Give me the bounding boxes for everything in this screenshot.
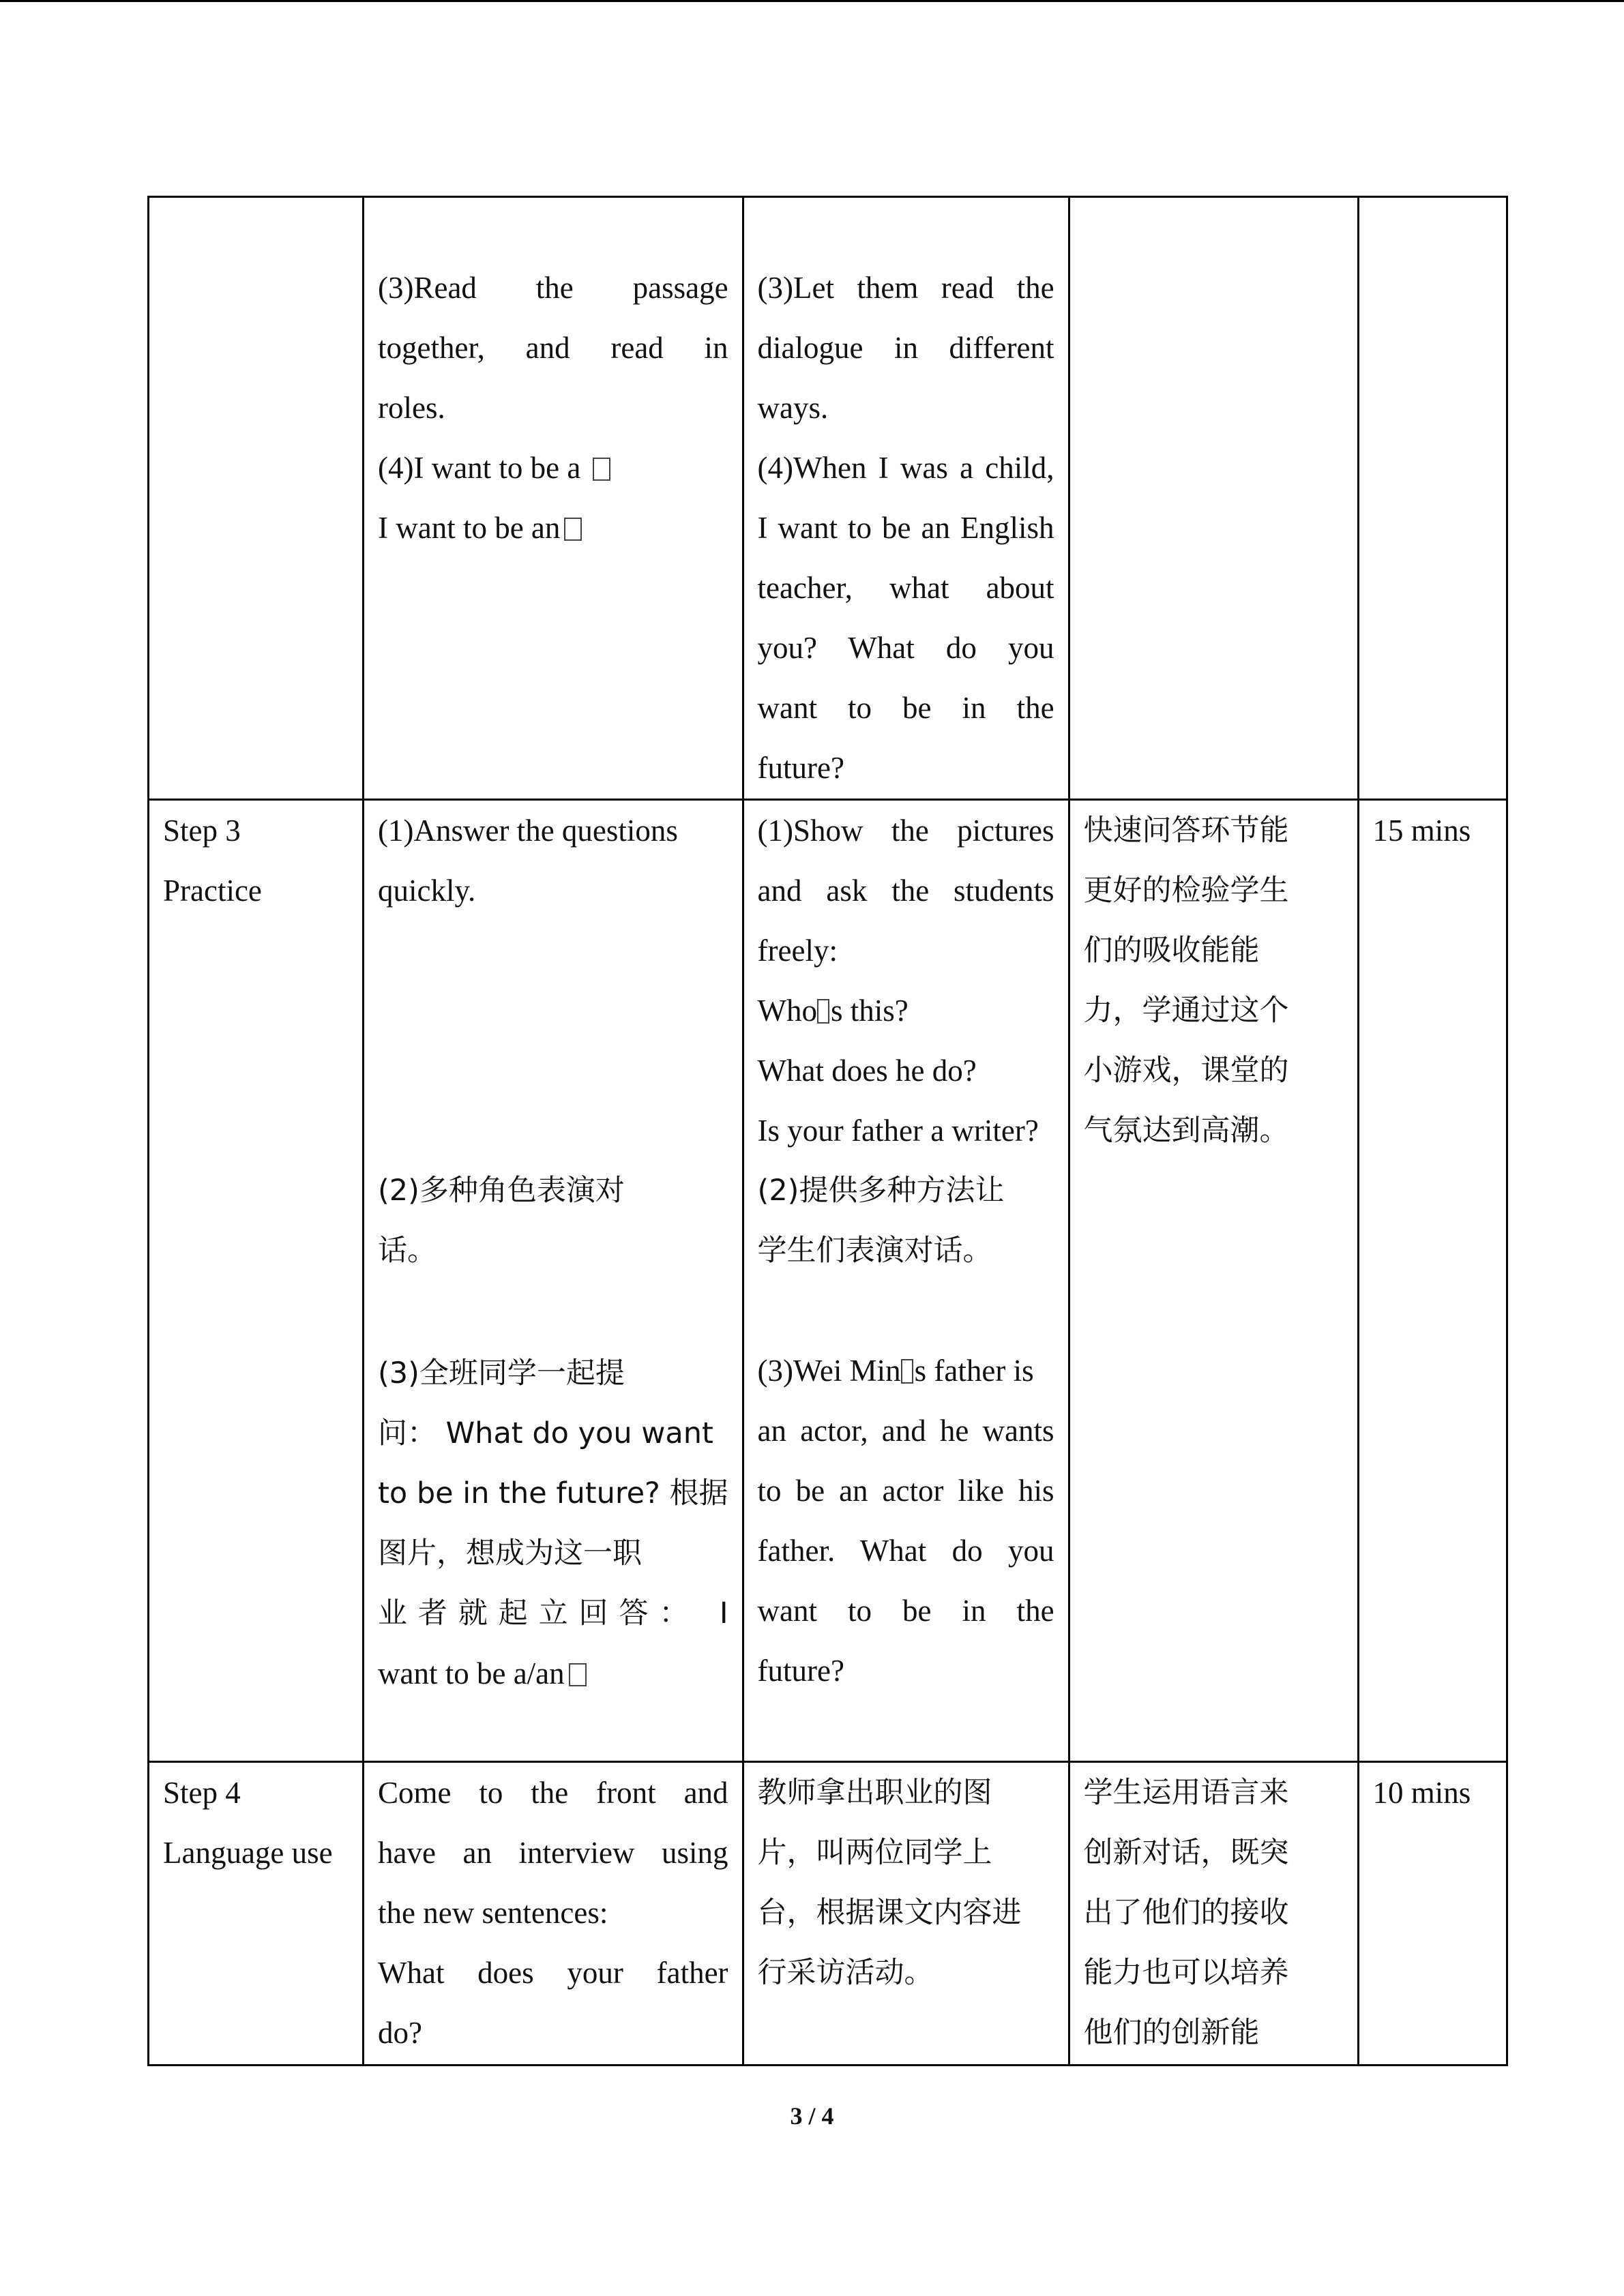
purpose-cell: [1069, 197, 1358, 800]
purpose-line: 快速问答环节能: [1083, 814, 1289, 848]
teacher-line: want to be in the: [757, 691, 1054, 725]
student-line: (3)Read the passage: [378, 271, 728, 305]
teacher-line: 台，根据课文内容进: [757, 1896, 1022, 1930]
teacher-line: (3)Wei Min: [757, 1354, 901, 1388]
purpose-line: 们的吸收能能: [1083, 934, 1260, 968]
teacher-line: (3)Let them read the: [757, 271, 1054, 305]
step-cell: [149, 197, 364, 800]
teacher-line: freely:: [757, 934, 838, 968]
student-activity-cell: [364, 197, 743, 800]
time-value: 10 mins: [1372, 1776, 1471, 1810]
student-line: (4)I want to be a: [378, 451, 589, 485]
student-line: What does your father: [378, 1956, 728, 1990]
teacher-line: teacher, what about: [757, 571, 1054, 605]
student-line: 图片，想成为这一职: [378, 1536, 642, 1570]
table-row: [149, 197, 1507, 800]
missing-glyph-box-icon: [901, 1359, 913, 1384]
purpose-line: 力，学通过这个: [1083, 994, 1289, 1028]
teacher-line: dialogue in different: [757, 331, 1054, 365]
student-line: (2)多种角色表演对: [378, 1174, 625, 1208]
purpose-line: 学生运用语言来: [1083, 1776, 1289, 1810]
time-value: 15 mins: [1372, 814, 1471, 848]
teacher-line: future?: [757, 751, 844, 785]
time-cell: [1358, 1762, 1507, 2066]
lesson-plan-table: [147, 196, 1508, 2066]
step-cell: [149, 800, 364, 1762]
student-line: (1)Answer the questions: [378, 814, 678, 848]
purpose-line: 小游戏，课堂的: [1083, 1054, 1289, 1088]
teacher-line: father. What do you: [757, 1534, 1054, 1568]
top-border-line: [0, 0, 1624, 2]
missing-glyph-box-icon: [564, 518, 582, 541]
student-line: 话。: [378, 1234, 437, 1268]
teacher-line: 教师拿出职业的图: [757, 1776, 992, 1810]
student-line: Come to the front and: [378, 1776, 728, 1810]
teacher-line: ways.: [757, 391, 829, 425]
missing-glyph-box-icon: [569, 1663, 587, 1686]
teacher-line: (1)Show the pictures: [757, 814, 1054, 848]
teacher-line: you? What do you: [757, 631, 1054, 665]
student-line: 业者就起立回答： I: [378, 1596, 728, 1630]
student-line: to be in the future? 根据: [378, 1476, 728, 1510]
student-line: quickly.: [378, 874, 476, 908]
step-label: Step 4: [163, 1776, 241, 1810]
student-line: I want to be an: [378, 511, 561, 545]
missing-glyph-box-icon: [817, 999, 829, 1024]
missing-glyph-box-icon: [593, 458, 610, 481]
student-line: the new sentences:: [378, 1896, 608, 1930]
table-row: [149, 800, 1507, 1762]
time-cell: [1358, 800, 1507, 1762]
step-name: Language use: [163, 1836, 333, 1870]
purpose-line: 气氛达到高潮。: [1083, 1114, 1289, 1148]
time-cell: [1358, 197, 1507, 800]
teacher-activity-cell: [743, 1762, 1069, 2066]
teacher-line: s father is: [914, 1354, 1034, 1388]
student-line: 问： What do you want: [378, 1416, 713, 1450]
purpose-line: 更好的检验学生: [1083, 874, 1289, 908]
teacher-line: and ask the students: [757, 874, 1054, 908]
teacher-line: s this?: [831, 994, 909, 1028]
student-line: have an interview using: [378, 1836, 728, 1870]
teacher-activity-cell: [743, 800, 1069, 1762]
purpose-line: 他们的创新能: [1083, 2016, 1260, 2050]
table-row: [149, 1762, 1507, 2066]
student-activity-cell: [364, 1762, 743, 2066]
step-label: Step 3: [163, 814, 241, 848]
teacher-line: future?: [757, 1654, 844, 1688]
step-cell: [149, 1762, 364, 2066]
teacher-line: to be an actor like his: [757, 1474, 1054, 1508]
teacher-line: want to be in the: [757, 1594, 1054, 1628]
purpose-line: 能力也可以培养: [1083, 1956, 1289, 1990]
teacher-line: 学生们表演对话。: [757, 1234, 992, 1268]
student-line: do?: [378, 2016, 422, 2050]
student-line: together, and read in: [378, 331, 728, 365]
student-line: roles.: [378, 391, 445, 425]
purpose-line: 出了他们的接收: [1083, 1896, 1289, 1930]
teacher-line: (4)When I was a child,: [757, 451, 1054, 485]
purpose-cell: [1069, 1762, 1358, 2066]
student-activity-cell: [364, 800, 743, 1762]
purpose-cell: [1069, 800, 1358, 1762]
step-name: Practice: [163, 874, 262, 908]
teacher-line: 行采访活动。: [757, 1956, 934, 1990]
purpose-line: 创新对话，既突: [1083, 1836, 1289, 1870]
teacher-line: Is your father a writer?: [757, 1114, 1039, 1148]
teacher-line: an actor, and he wants: [757, 1414, 1054, 1448]
student-line: want to be a/an: [378, 1656, 565, 1690]
student-line: (3)全班同学一起提: [378, 1356, 625, 1390]
teacher-line: Who: [757, 994, 818, 1028]
teacher-line: I want to be an English: [757, 511, 1054, 545]
teacher-line: What does he do?: [757, 1054, 977, 1088]
teacher-activity-cell: [743, 197, 1069, 800]
teacher-line: (2)提供多种方法让: [757, 1174, 1005, 1208]
page-number: 3 / 4: [790, 2102, 834, 2130]
teacher-line: 片，叫两位同学上: [757, 1836, 992, 1870]
